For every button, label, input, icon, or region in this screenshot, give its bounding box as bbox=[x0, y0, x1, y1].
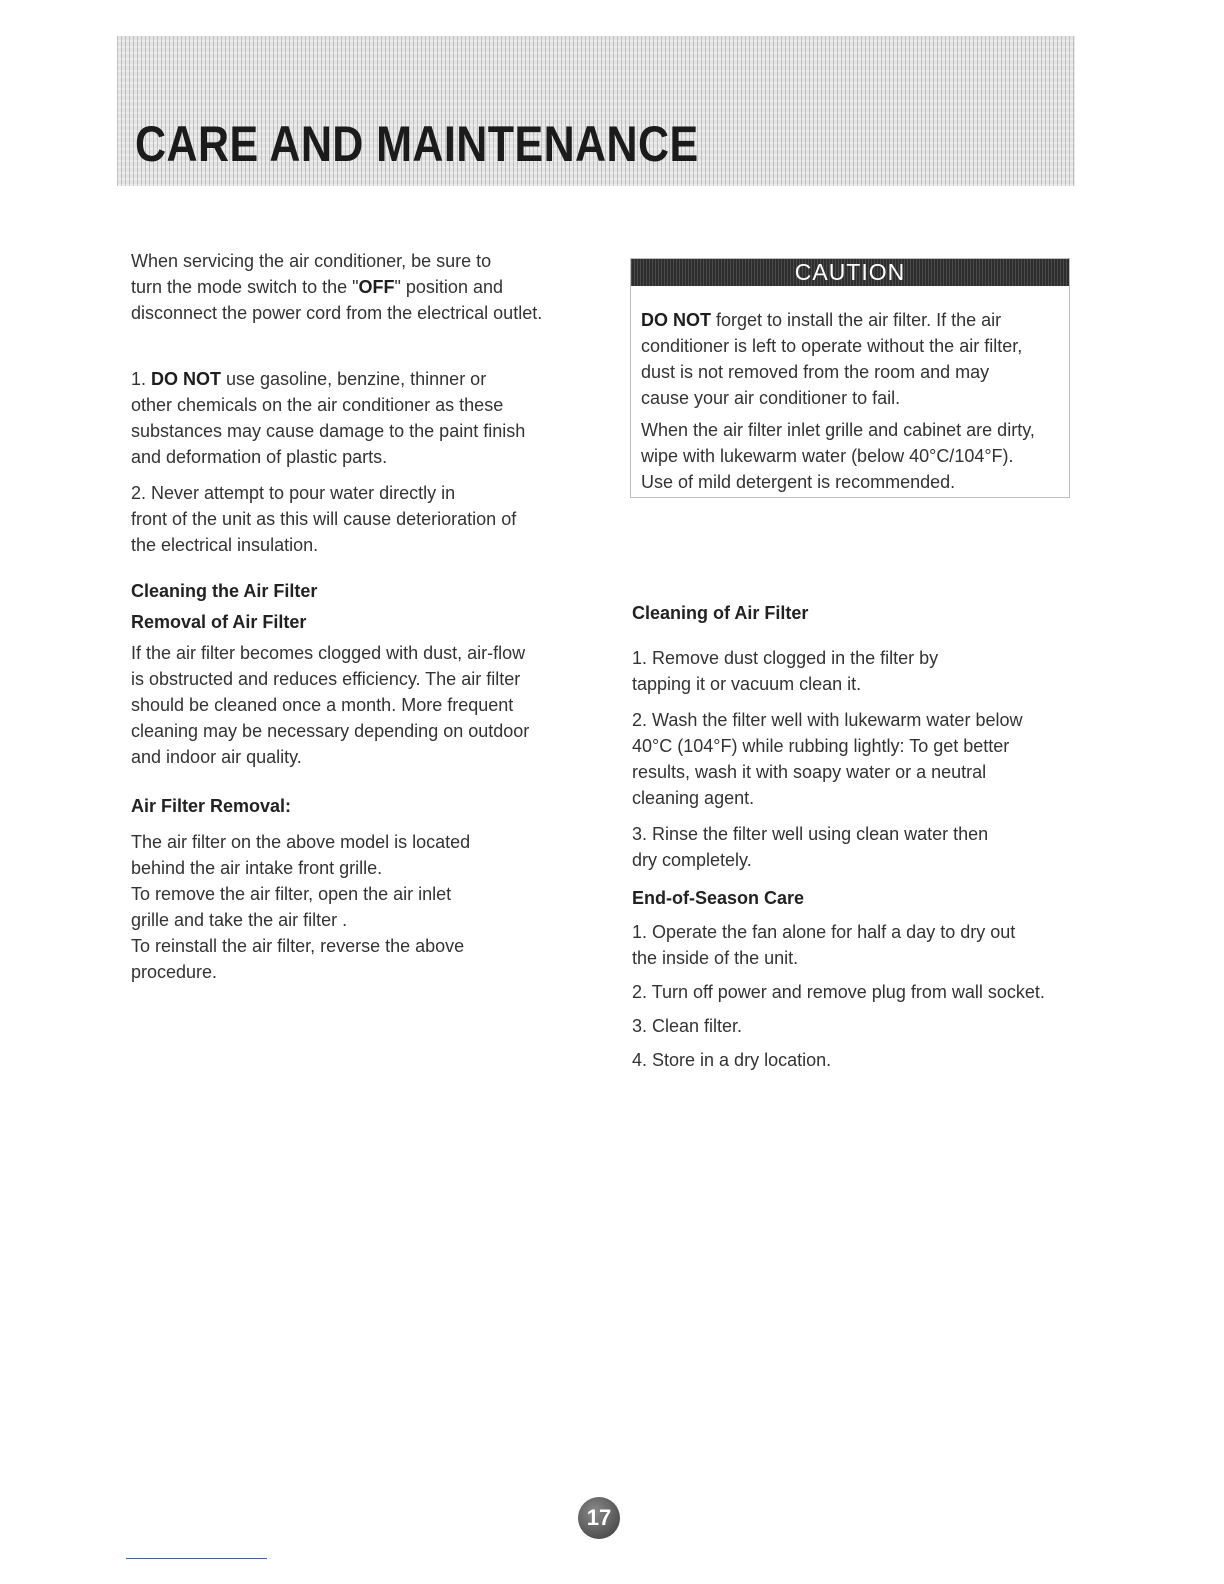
season-step-1 bbox=[632, 919, 1092, 971]
warning-item-1 bbox=[131, 366, 591, 470]
step-1-line-2: tapping it or vacuum clean it. bbox=[632, 674, 862, 694]
removal-line-5: and indoor air quality. bbox=[131, 747, 302, 767]
removal-line-3: should be cleaned once a month. More frequent bbox=[131, 695, 514, 715]
season-step-3: 3. Clean filter. bbox=[632, 1016, 743, 1036]
filter-removal-line-3: To remove the air filter, open the air inlet bbox=[131, 884, 452, 904]
left-column bbox=[131, 248, 591, 985]
item-2-line-1: 2. Never attempt to pour water directly in bbox=[131, 483, 456, 503]
item-1-line-2: other chemicals on the air conditioner as these bbox=[131, 395, 504, 415]
caution-line-1: forget to install the air filter. If the air bbox=[711, 310, 1002, 330]
season-step-4: 4. Store in a dry location. bbox=[632, 1050, 832, 1070]
caution-label: CAUTION bbox=[794, 259, 906, 285]
heading-air-filter-removal: Air Filter Removal: bbox=[131, 796, 292, 816]
step-2-line-1: 2. Wash the filter well with lukewarm water below bbox=[632, 710, 1023, 730]
caution-line-7: Use of mild detergent is recommended. bbox=[641, 472, 956, 492]
removal-line-2: is obstructed and reduces efficiency. The air filter bbox=[131, 669, 521, 689]
intro-line-2a: turn the mode switch to the " bbox=[131, 277, 359, 297]
page-number-badge: 17 bbox=[578, 1497, 620, 1539]
item-1-number: 1. bbox=[131, 369, 152, 389]
item-2-line-3: the electrical insulation. bbox=[131, 535, 319, 555]
filter-removal-line-6: procedure. bbox=[131, 962, 218, 982]
caution-line-6: wipe with lukewarm water (below 40°C/104°F). bbox=[641, 446, 1014, 466]
heading-cleaning-air-filter: Cleaning the Air Filter bbox=[131, 581, 318, 601]
item-1-line-3: substances may cause damage to the paint finish bbox=[131, 421, 526, 441]
step-3-line-2: dry completely. bbox=[632, 850, 752, 870]
caution-paragraph-1 bbox=[641, 307, 1066, 411]
step-2-line-4: cleaning agent. bbox=[632, 788, 755, 808]
caution-box bbox=[630, 258, 1070, 498]
header-banner bbox=[117, 36, 1075, 186]
caution-line-5: When the air filter inlet grille and cabinet are dirty, bbox=[641, 420, 1035, 440]
cleaning-step-2 bbox=[632, 707, 1092, 811]
intro-line-3: disconnect the power cord from the electrical outlet. bbox=[131, 303, 543, 323]
step-1-line-1: 1. Remove dust clogged in the filter by bbox=[632, 648, 939, 668]
removal-paragraph bbox=[131, 640, 591, 770]
caution-line-2: conditioner is left to operate without the air filter, bbox=[641, 336, 1023, 356]
item-2-line-2: front of the unit as this will cause deterioration of bbox=[131, 509, 517, 529]
caution-line-3: dust is not removed from the room and may bbox=[641, 362, 990, 382]
heading-cleaning-of-air-filter: Cleaning of Air Filter bbox=[632, 603, 809, 623]
do-not-keyword: DO NOT bbox=[151, 369, 222, 389]
caution-paragraph-2 bbox=[641, 417, 1066, 495]
removal-line-1: If the air filter becomes clogged with dust, air-flow bbox=[131, 643, 526, 663]
right-column bbox=[632, 600, 1092, 1073]
heading-removal-of-air-filter: Removal of Air Filter bbox=[131, 612, 307, 632]
caution-line-4: cause your air conditioner to fail. bbox=[641, 388, 901, 408]
filter-removal-line-1: The air filter on the above model is located bbox=[131, 832, 471, 852]
filter-removal-line-4: grille and take the air filter . bbox=[131, 910, 348, 930]
heading-end-of-season-care: End-of-Season Care bbox=[632, 888, 805, 908]
filter-removal-paragraph bbox=[131, 829, 591, 985]
item-1-line-4: and deformation of plastic parts. bbox=[131, 447, 388, 467]
footer-rule bbox=[126, 1558, 267, 1559]
caution-header-bar bbox=[631, 259, 1069, 286]
intro-line-2b: " position and bbox=[394, 277, 503, 297]
season-step-2: 2. Turn off power and remove plug from wall socket. bbox=[632, 982, 1045, 1002]
caution-text bbox=[641, 307, 1066, 495]
filter-removal-line-5: To reinstall the air filter, reverse the above bbox=[131, 936, 465, 956]
filter-removal-line-2: behind the air intake front grille. bbox=[131, 858, 383, 878]
off-keyword: OFF bbox=[358, 277, 395, 297]
step-2-line-2: 40°C (104°F) while rubbing lightly: To get better bbox=[632, 736, 1010, 756]
caution-do-not-keyword: DO NOT bbox=[641, 310, 711, 330]
intro-paragraph bbox=[131, 248, 591, 326]
item-1-line-1: use gasoline, benzine, thinner or bbox=[221, 369, 487, 389]
warning-item-2 bbox=[131, 480, 591, 558]
season-1-line-2: the inside of the unit. bbox=[632, 948, 799, 968]
page-title: CARE AND MAINTENANCE bbox=[135, 116, 699, 172]
cleaning-step-1 bbox=[632, 645, 1092, 697]
step-3-line-1: 3. Rinse the filter well using clean water then bbox=[632, 824, 989, 844]
season-1-line-1: 1. Operate the fan alone for half a day to dry out bbox=[632, 922, 1016, 942]
removal-line-4: cleaning may be necessary depending on outdoor bbox=[131, 721, 530, 741]
step-2-line-3: results, wash it with soapy water or a neutral bbox=[632, 762, 987, 782]
intro-line-1: When servicing the air conditioner, be sure to bbox=[131, 251, 492, 271]
cleaning-step-3 bbox=[632, 821, 1092, 873]
